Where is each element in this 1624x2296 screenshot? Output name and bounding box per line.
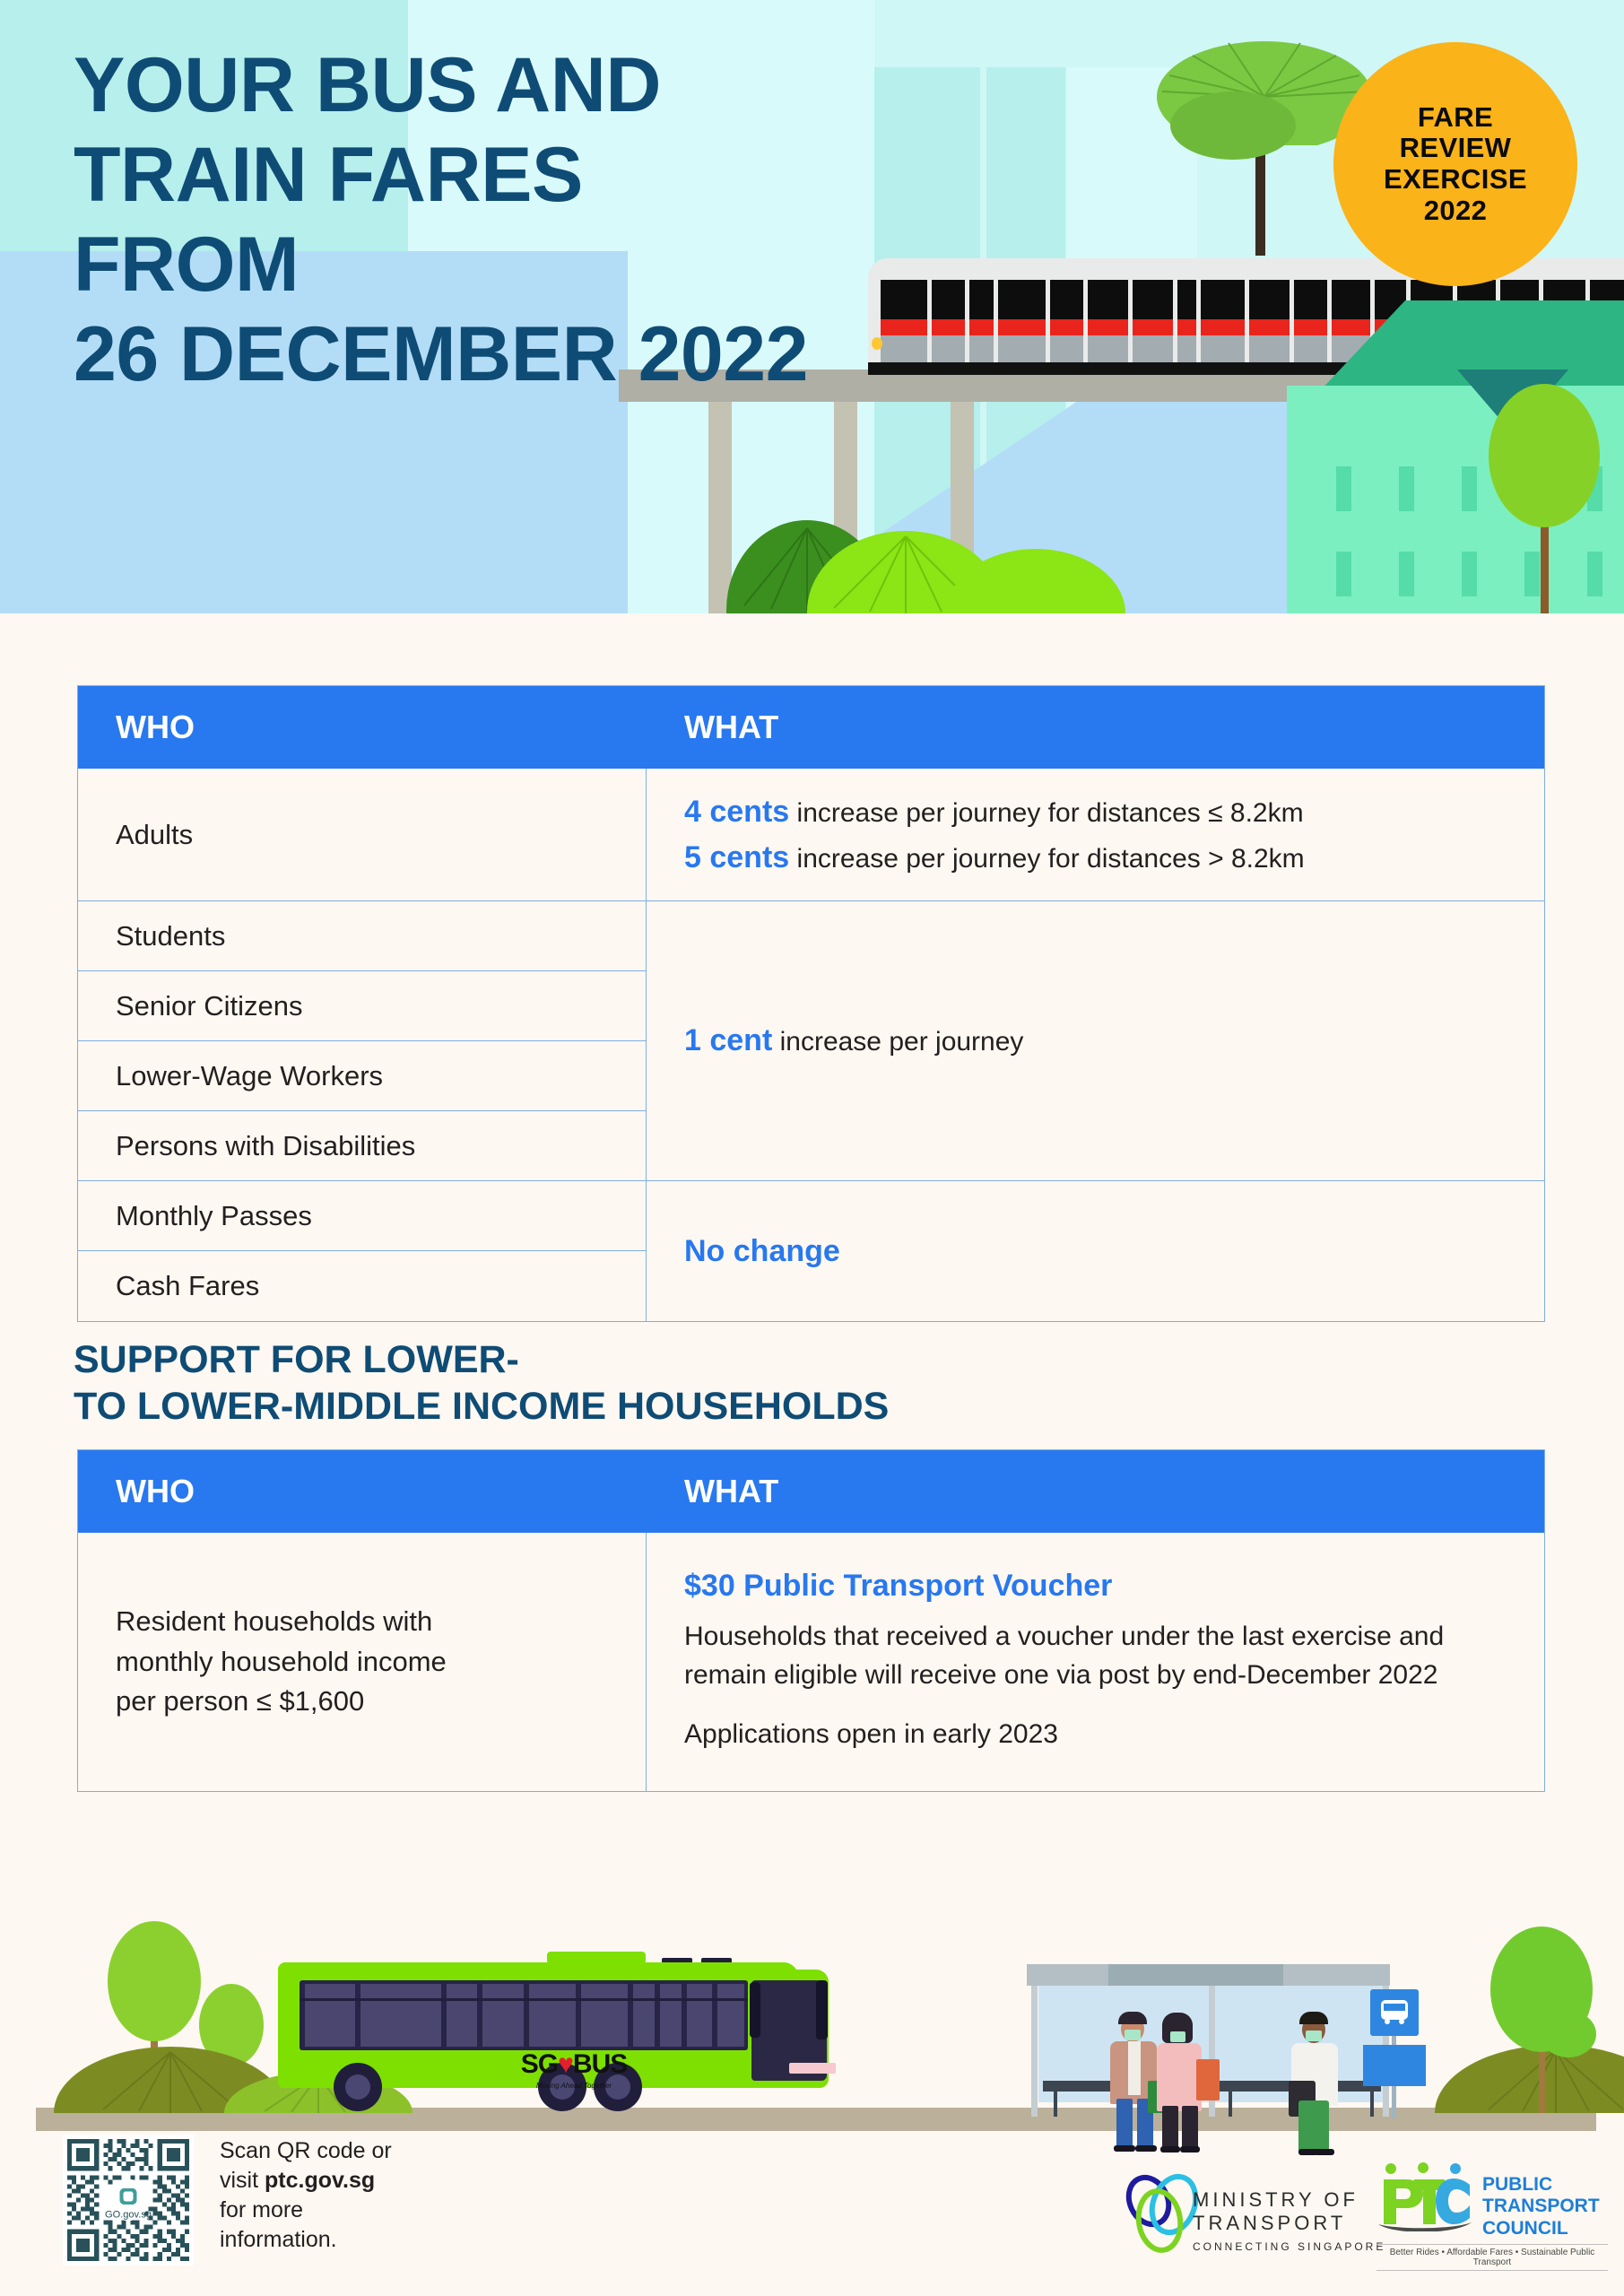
title-line-3: FROM <box>74 222 300 308</box>
bus-logo-bus: BUS <box>572 2049 628 2079</box>
qr-line-2 <box>220 2166 480 2196</box>
table-row: Senior Citizens <box>78 971 646 1041</box>
fare-amount: No change <box>684 1233 840 1268</box>
fare-table-who-column <box>78 769 647 1321</box>
table-cell-what <box>647 1533 1544 1791</box>
table-row: Lower-Wage Workers <box>78 1041 646 1111</box>
bush-icon <box>946 549 1125 613</box>
bus-logo-tagline: Moving Ahead Together <box>535 2082 612 2090</box>
support-heading-line-1: SUPPORT FOR LOWER- <box>74 1338 519 1381</box>
fare-amount: 5 cents <box>684 839 790 874</box>
badge-line-4: 2022 <box>1423 194 1488 226</box>
support-what-column <box>647 1533 1544 1791</box>
handbag <box>1196 2059 1220 2100</box>
heart-icon: ♥ <box>558 2049 573 2079</box>
fare-amount: 1 cent <box>684 1023 773 1057</box>
table-cell-what <box>647 769 1544 901</box>
ptc-name-line-2: TRANSPORT <box>1482 2196 1600 2217</box>
bus-logo-sg: SG <box>520 2049 559 2079</box>
voucher-note: Applications open in early 2023 <box>684 1719 1058 1750</box>
table-cell-who <box>78 1533 646 1791</box>
fare-line <box>684 1229 1544 1274</box>
support-table-header-row <box>78 1450 1544 1533</box>
qr-visit-prefix: visit <box>220 2168 265 2193</box>
title-line-4: 26 DECEMBER 2022 <box>74 311 808 397</box>
bus-timetable-board <box>1363 2045 1426 2086</box>
support-table-body <box>78 1533 1544 1791</box>
bus-mirror <box>816 1980 828 2039</box>
bus-wheel <box>334 2063 382 2111</box>
fare-desc: increase per journey <box>772 1027 1024 1057</box>
fare-table-header-who: WHO <box>116 709 195 745</box>
fare-table-header-what: WHAT <box>684 709 779 745</box>
ptc-website-link[interactable]: ptc.gov.sg <box>265 2168 376 2193</box>
fare-table-header-row <box>78 686 1544 769</box>
qr-line-4: information. <box>220 2227 337 2252</box>
mot-line-2: TRANSPORT <box>1193 2212 1347 2234</box>
voucher-paragraph: Households that received a voucher under the last exercise and remain eligible will receive one via post by end-December 2022 <box>684 1622 1445 1690</box>
qr-line-3: for more <box>220 2197 304 2222</box>
qr-code[interactable] <box>63 2135 194 2266</box>
bus-headlight <box>789 2063 836 2074</box>
tree-foliage-icon <box>1170 90 1296 161</box>
ptc-mark-icon <box>1376 2161 1475 2231</box>
support-table-header-what: WHAT <box>684 1473 779 1509</box>
who-line-2: monthly household income <box>116 1645 447 1677</box>
support-who-column <box>78 1533 647 1791</box>
table-cell-what <box>647 1181 1544 1321</box>
badge-line-2: REVIEW <box>1399 132 1512 164</box>
header-banner <box>0 0 1624 613</box>
voucher-title: $30 Public Transport Voucher <box>684 1569 1113 1603</box>
bus-door-pillar <box>750 1982 760 2038</box>
support-table-header-who: WHO <box>116 1473 195 1509</box>
support-table <box>77 1449 1545 1792</box>
who-line-1: Resident households with <box>116 1605 433 1637</box>
mot-line-1: MINISTRY OF <box>1193 2188 1359 2211</box>
ptc-name-line-3: COUNCIL <box>1482 2217 1568 2239</box>
page-title <box>74 42 1015 405</box>
badge-line-1: FARE <box>1417 100 1494 133</box>
fare-desc: increase per journey for distances > 8.2km <box>789 843 1305 874</box>
who-line-3: per person ≤ $1,600 <box>116 1685 365 1718</box>
ptc-wordmark <box>1482 2174 1600 2239</box>
badge-line-3: EXERCISE <box>1384 163 1527 195</box>
title-line-2: TRAIN FARES <box>74 132 583 218</box>
ptc-name-line-1: PUBLIC <box>1482 2174 1553 2195</box>
fare-line <box>684 1018 1544 1064</box>
fare-desc: increase per journey for distances ≤ 8.2km <box>789 797 1304 828</box>
fare-line <box>684 835 1544 881</box>
ptc-logo <box>1376 2161 1610 2267</box>
bus-icon <box>1378 1996 1411 2029</box>
table-cell-what <box>647 901 1544 1181</box>
support-section-heading <box>74 1336 889 1431</box>
ministry-of-transport-wordmark <box>1193 2188 1385 2253</box>
svg-text:GO.gov.sg: GO.gov.sg <box>104 2209 152 2221</box>
fare-review-badge <box>1333 42 1577 286</box>
title-line-1: YOUR BUS AND <box>74 42 661 128</box>
fare-table-what-column <box>647 769 1544 1321</box>
table-row: Students <box>78 901 646 971</box>
hair <box>1299 2012 1328 2024</box>
fare-line <box>684 789 1544 835</box>
qr-line-1: Scan QR code or <box>220 2138 392 2163</box>
fare-table-body <box>78 769 1544 1321</box>
fare-amount: 4 cents <box>684 794 790 829</box>
tree-foliage-icon <box>108 1921 202 2042</box>
fare-table <box>77 685 1545 1322</box>
bus-window-divider <box>300 1998 748 2001</box>
ptc-tagline: Better Rides • Affordable Fares • Sustainable Public Transport <box>1376 2244 1608 2271</box>
tree-foliage-icon <box>1541 2011 1596 2057</box>
tree-foliage-icon <box>1489 384 1601 527</box>
table-row: Cash Fares <box>116 1270 260 1301</box>
bus-stop-post <box>1031 1986 1038 2117</box>
table-row: Monthly Passes <box>78 1181 646 1251</box>
mot-line-3: CONNECTING SINGAPORE <box>1193 2240 1386 2253</box>
hair <box>1118 2012 1147 2024</box>
qr-instructions <box>220 2136 480 2255</box>
table-row: Adults <box>78 769 646 901</box>
table-row: Persons with Disabilities <box>78 1111 646 1181</box>
bus-logo-text <box>484 2049 664 2080</box>
bus-logo <box>484 2049 664 2090</box>
support-heading-line-2: TO LOWER-MIDDLE INCOME HOUSEHOLDS <box>74 1385 890 1429</box>
